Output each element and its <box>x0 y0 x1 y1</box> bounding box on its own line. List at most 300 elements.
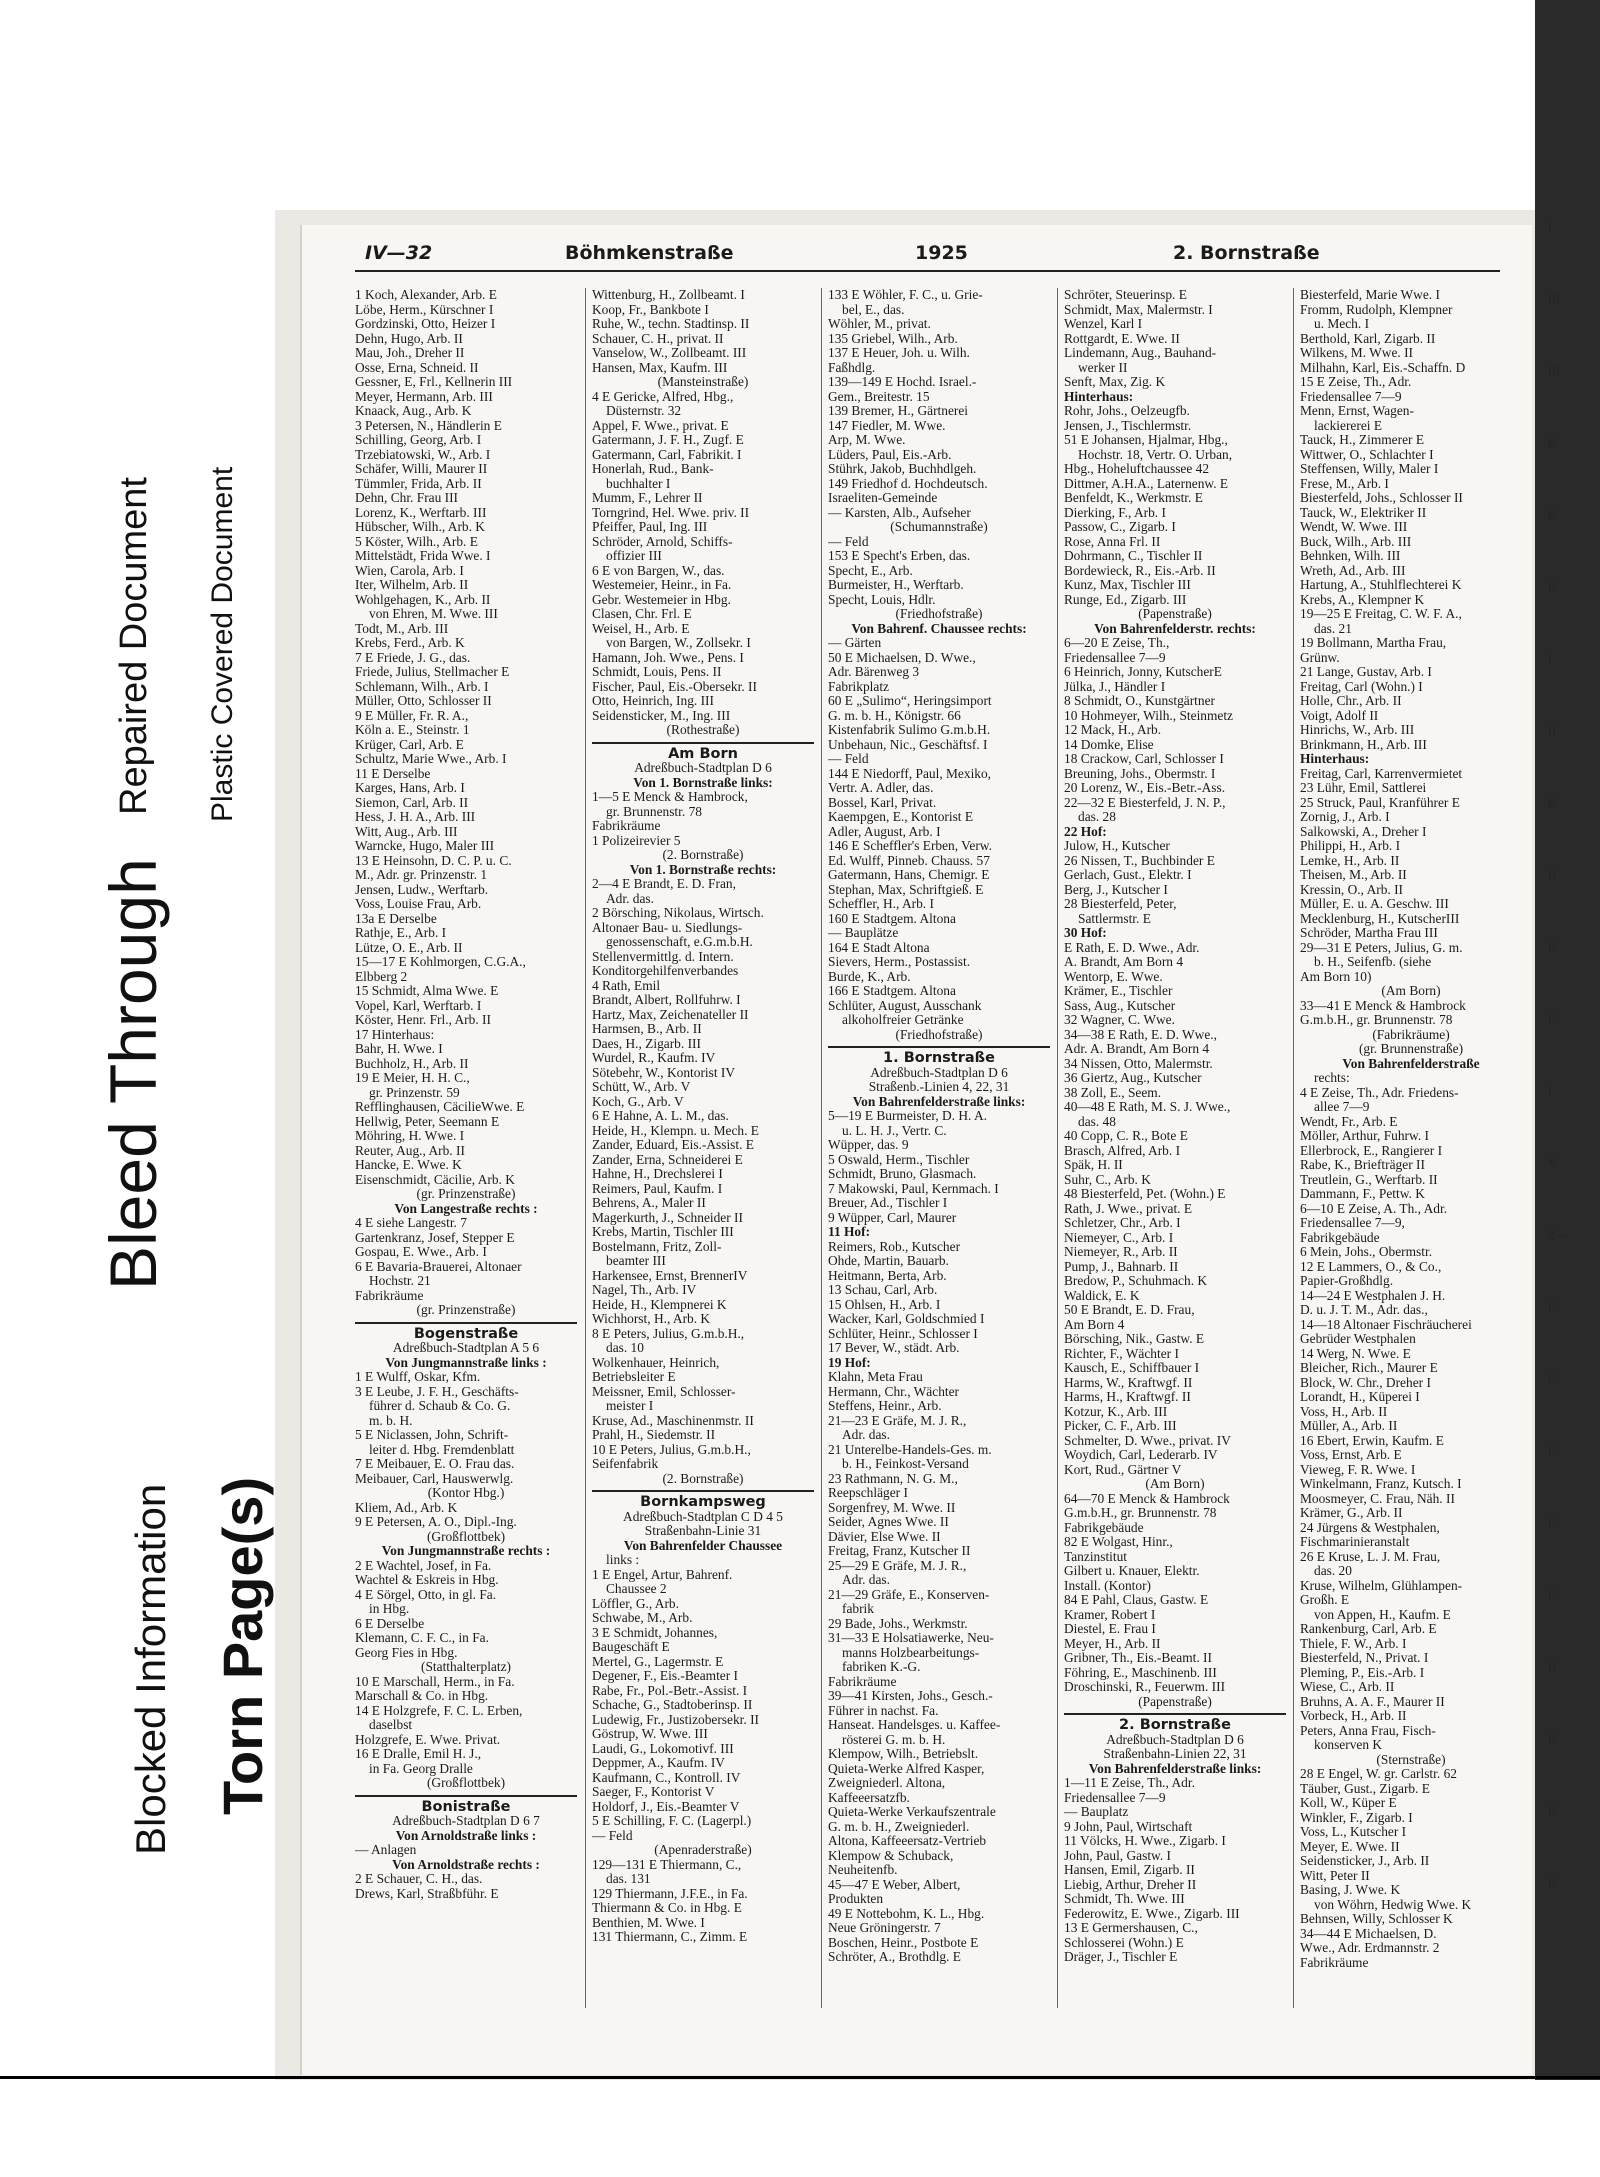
directory-entry: Schmidt, Bruno, Glasmach. <box>828 1167 977 1181</box>
edge-fragment: F <box>1548 1588 1555 1602</box>
directory-entry: werker II <box>1078 360 1128 375</box>
directory-entry: 14 E Holzgrefe, F. C. L. Erben, <box>355 1703 523 1718</box>
directory-entry: 34 Nissen, Otto, Malermstr. <box>1064 1056 1213 1071</box>
directory-entry: Install. (Kontor) <box>1064 1578 1152 1593</box>
directory-entry: Rathje, E., Arb. I <box>355 926 447 940</box>
directory-entry: Iter, Wilhelm, Arb. II <box>355 578 469 592</box>
directory-entry: Voss, H., Arb. II <box>1300 1404 1388 1419</box>
directory-entry: Niemeyer, C., Arb. I <box>1064 1230 1174 1245</box>
directory-entry: 11 Hof: <box>828 1225 871 1239</box>
directory-entry: Brasch, Alfred, Arb. I <box>1064 1143 1181 1158</box>
directory-entry: Drews, Karl, Straßbführ. E <box>355 1886 499 1901</box>
directory-entry: Fabrikgebäude <box>1300 1230 1380 1245</box>
directory-entry: Schmidt, Louis, Pens. II <box>592 665 722 679</box>
directory-entry: Fabrikräume <box>1300 1955 1369 1970</box>
directory-entry: Schlüter, August, Ausschank <box>828 998 982 1013</box>
directory-entry: b. H., Seifenfb. (siehe <box>1314 955 1432 969</box>
directory-entry: Refflinghausen, CäcilieWwe. E <box>355 1100 525 1114</box>
directory-entry: Niemeyer, R., Arb. II <box>1064 1245 1178 1259</box>
edge-fragment: III <box>1548 364 1560 378</box>
directory-entry: 21 Lange, Gustav, Arb. I <box>1300 665 1432 679</box>
directory-entry: Adr. Bärenweg 3 <box>828 665 920 679</box>
directory-entry: Benfeldt, K., Werkmstr. E <box>1064 491 1203 505</box>
directory-entry: Block, W. Chr., Dreher I <box>1300 1375 1431 1390</box>
directory-entry: 12 Mack, H., Arb. <box>1064 723 1162 737</box>
directory-entry: Clasen, Chr. Frl. E <box>592 607 692 621</box>
directory-entry: 1 E Wulff, Oskar, Kfm. <box>355 1370 481 1384</box>
directory-entry: u. Mech. I <box>1314 317 1370 331</box>
directory-entry: Israeliten-Gemeinde <box>828 491 938 505</box>
directory-entry: Müller, E. u. A. Geschw. III <box>1300 897 1449 911</box>
directory-entry: Holdorf, J., Eis.-Beamter V <box>592 1799 740 1814</box>
directory-entry: 4 E siehe Langestr. 7 <box>355 1216 467 1230</box>
directory-entry: Fabrikplatz <box>828 679 889 694</box>
directory-entry: 10 Hohmeyer, Wilh., Steinmetz <box>1064 708 1234 723</box>
directory-entry: Reimers, Paul, Kaufm. I <box>592 1181 723 1196</box>
directory-entry: Gessner, E, Frl., Kellnerin III <box>355 375 513 389</box>
directory-entry: Vanselow, W., Zollbeamt. III <box>592 346 747 360</box>
edge-fragment: E <box>1548 1804 1556 1818</box>
directory-entry: Von Bahrenfelderstraße <box>1342 1056 1480 1071</box>
directory-entry: Thiele, F. W., Arb. I <box>1300 1636 1407 1651</box>
directory-entry: Adreßbuch-Stadtplan A 5 6 <box>392 1341 540 1355</box>
directory-entry: 12 E Lammers, O., & Co., <box>1300 1259 1442 1274</box>
directory-entry: Runge, Ed., Zigarb. III <box>1064 592 1187 607</box>
directory-entry: Seifenfabrik <box>592 1457 659 1471</box>
directory-entry: Breuer, Ad., Tischler I <box>828 1196 948 1210</box>
directory-entry: Föhring, E., Maschinenb. III <box>1064 1665 1217 1680</box>
directory-entry: Von 1. Bornstraße links: <box>633 775 773 790</box>
directory-entry: Gilbert u. Knauer, Elektr. <box>1064 1564 1200 1578</box>
directory-entry: Gatermann, J. F. H., Zugf. E <box>592 433 744 447</box>
directory-entry: Theisen, M., Arb. II <box>1300 868 1407 882</box>
directory-entry: Buchholz, H., Arb. II <box>355 1056 469 1071</box>
directory-entry: Von 1. Bornstraße rechts: <box>629 862 777 877</box>
directory-entry: 14 Werg, N. Wwe. E <box>1300 1346 1411 1361</box>
directory-entry: in Fa. Georg Dralle <box>369 1761 473 1776</box>
directory-entry: das. 28 <box>1078 810 1116 824</box>
directory-entry: Eisenschmidt, Cäcilie, Arb. K <box>355 1172 515 1187</box>
directory-entry: Köln a. E., Steinstr. 1 <box>355 723 470 737</box>
directory-entry: 31—33 E Holsatiawerke, Neu- <box>828 1631 994 1645</box>
directory-entry: 2—4 E Brandt, E. D. Fran, <box>592 877 736 891</box>
directory-entry: 7 Makowski, Paul, Kernmach. I <box>828 1181 999 1196</box>
directory-entry: Reepschläger I <box>828 1486 908 1500</box>
directory-entry: Koop, Fr., Bankbote I <box>592 302 709 317</box>
directory-entry: Gatermann, Hans, Chemigr. E <box>828 868 990 882</box>
directory-entry: Seidensticker, J., Arb. II <box>1300 1854 1430 1868</box>
directory-column-5 <box>1300 288 1522 2008</box>
directory-entry: Schlüter, Heinr., Schlosser I <box>828 1326 978 1341</box>
directory-entry: (gr. Brunnenstraße) <box>1358 1042 1464 1056</box>
directory-entry: Faßhdlg. <box>828 360 876 375</box>
directory-entry: Saeger, F., Kontorist V <box>592 1785 715 1799</box>
directory-entry: Hanseat. Handelsges. u. Kaffee- <box>828 1718 1001 1732</box>
directory-entry: Winkler, F., Zigarb. I <box>1300 1810 1413 1825</box>
directory-entry: 34—38 E Rath, E. D. Wwe., <box>1064 1027 1217 1042</box>
directory-entry: meister I <box>606 1399 654 1413</box>
directory-entry: Hartung, A., Stuhlflechterei K <box>1300 578 1462 592</box>
directory-entry: Wendt, Fr., Arb. E <box>1300 1114 1398 1129</box>
edge-fragment: F <box>1548 1300 1555 1314</box>
directory-entry: Tauck, H., Zimmerer E <box>1300 433 1424 447</box>
directory-entry: 19 Bollmann, Martha Frau, <box>1300 636 1447 650</box>
directory-entry: Menn, Ernst, Wagen- <box>1300 404 1414 418</box>
directory-entry: Altona, Kaffeeersatz-Vertrieb <box>828 1834 987 1848</box>
directory-entry: Vieweg, F. R. Wwe. I <box>1300 1462 1416 1477</box>
directory-entry: 51 E Johansen, Hjalmar, Hbg., <box>1064 433 1228 447</box>
directory-entry: Von Jungmannstraße links : <box>385 1355 547 1370</box>
directory-entry: Marschall & Co. in Hbg. <box>355 1689 489 1703</box>
directory-entry: Rose, Anna Frl. II <box>1064 534 1161 549</box>
directory-entry: — Bauplatz <box>1064 1805 1129 1819</box>
directory-entry: (Papenstraße) <box>1138 607 1212 621</box>
directory-entry: Dävier, Else Wwe. II <box>828 1529 941 1544</box>
directory-entry: Wohlgehagen, K., Arb. II <box>355 592 491 607</box>
directory-entry: A. Brandt, Am Born 4 <box>1064 955 1184 969</box>
directory-entry: Wichhorst, H., Arb. K <box>592 1312 711 1326</box>
directory-entry: Schache, G., Stadtoberinsp. II <box>592 1698 753 1712</box>
directory-entry: (Friedhofstraße) <box>895 607 983 621</box>
directory-entry: Kunz, Max, Tischler III <box>1064 578 1191 592</box>
directory-entry: Köster, Henr. Frl., Arb. II <box>355 1013 491 1027</box>
directory-entry: Schütt, W., Arb. V <box>592 1080 691 1094</box>
directory-entry: Wöhler, M., privat. <box>828 317 931 331</box>
directory-entry: Gem., Breitestr. 15 <box>828 389 930 404</box>
directory-entry: John, Paul, Gastw. I <box>1064 1848 1171 1863</box>
directory-entry: 17 Hinterhaus: <box>355 1027 435 1042</box>
directory-entry: Ed. Wulff, Pinneb. Chauss. 57 <box>828 853 990 868</box>
directory-entry: Neuheitenfb. <box>828 1863 898 1877</box>
directory-entry: Wiese, C., Arb. II <box>1300 1680 1395 1694</box>
directory-entry: Bleicher, Rich., Maurer E <box>1300 1361 1438 1375</box>
directory-entry: Waldick, E. K <box>1064 1288 1140 1303</box>
directory-entry: 8 E Peters, Julius, G.m.b.H., <box>592 1326 745 1341</box>
directory-entry: Tümmler, Frida, Arb. II <box>355 476 482 491</box>
directory-entry: 16 E Dralle, Emil H. J., <box>355 1747 482 1761</box>
directory-entry: daselbst <box>369 1718 413 1732</box>
directory-column-4 <box>1064 288 1286 2008</box>
directory-entry: Witt, Aug., Arb. III <box>355 824 458 839</box>
column-rule <box>585 288 586 2008</box>
directory-entry: Frese, M., Arb. I <box>1300 476 1389 491</box>
directory-entry: konserven K <box>1314 1738 1383 1752</box>
directory-entry: Großh. E <box>1300 1593 1350 1607</box>
directory-entry: Ruhe, W., techn. Stadtinsp. II <box>592 317 750 331</box>
directory-entry: 38 Zoll, E., Seem. <box>1064 1085 1162 1100</box>
edge-fragment: F <box>1548 1516 1555 1530</box>
directory-entry: Fabrikräume <box>828 1674 897 1689</box>
directory-entry: Von Bahrenf. Chaussee rechts: <box>851 621 1027 636</box>
directory-entry: Trzebiatowski, W., Arb. I <box>355 447 491 462</box>
directory-entry: Tanzinstitut <box>1064 1549 1128 1564</box>
directory-entry: Dehn, Chr. Frau III <box>355 491 459 505</box>
edge-fragment: III <box>1548 292 1560 306</box>
directory-entry: Elbberg 2 <box>355 969 408 984</box>
directory-entry: fabriken K.-G. <box>842 1660 921 1674</box>
directory-entry: 3 E Leube, J. F. H., Geschäfts- <box>355 1384 519 1399</box>
directory-entry: 10 E Peters, Julius, G.m.b.H., <box>592 1442 751 1457</box>
directory-entry: Adreßbuch-Stadtplan D 6 <box>634 761 772 775</box>
directory-entry: beamter III <box>606 1254 666 1268</box>
directory-entry: — Feld <box>828 752 869 766</box>
edge-fragment: E <box>1548 580 1556 594</box>
directory-entry: buchhalter I <box>606 476 671 491</box>
directory-entry: Müller, Otto, Schlosser II <box>355 694 492 708</box>
directory-entry: Krebs, Ferd., Arb. K <box>355 636 465 650</box>
directory-entry: Siemon, Carl, Arb. II <box>355 795 469 810</box>
page-header <box>355 240 1500 272</box>
directory-entry: das. 20 <box>1314 1564 1352 1578</box>
directory-entry: Kliem, Ad., Arb. K <box>355 1500 458 1515</box>
directory-entry: Sötebehr, W., Kontorist IV <box>592 1065 736 1080</box>
directory-entry: manns Holzbearbeitungs- <box>842 1645 980 1660</box>
directory-entry: Diestel, E. Frau I <box>1064 1622 1156 1636</box>
directory-entry: Papier-Großhdlg. <box>1300 1274 1394 1288</box>
directory-entry: Heide, H., Klempn. u. Mech. E <box>592 1123 759 1138</box>
directory-entry: Von Arnoldstraße rechts : <box>392 1857 540 1872</box>
directory-entry: Philippi, H., Arb. I <box>1300 839 1401 853</box>
directory-entry: 30 Hof: <box>1064 926 1107 940</box>
directory-entry: Todt, M., Arb. III <box>355 621 449 636</box>
directory-entry: Straßenbahn-Linie 31 <box>644 1524 762 1538</box>
directory-entry: (Schumannstraße) <box>890 520 988 534</box>
directory-entry: Schwabe, M., Arb. <box>592 1611 693 1625</box>
directory-entry: 22 Hof: <box>1064 824 1107 839</box>
directory-entry: (Rothestraße) <box>666 723 740 737</box>
directory-entry: Adreßbuch-Stadtplan C D 4 5 <box>623 1509 783 1524</box>
directory-entry: Adr. A. Brandt, Am Born 4 <box>1064 1042 1210 1056</box>
directory-entry: allee 7—9 <box>1314 1100 1370 1114</box>
directory-entry: von Bargen, W., Zollsekr. I <box>606 636 751 650</box>
directory-entry: Prahl, H., Siedemstr. II <box>592 1428 716 1442</box>
directory-entry: Konditorgehilfenverbandes <box>592 964 739 978</box>
directory-entry: Biesterfeld, Marie Wwe. I <box>1300 288 1440 302</box>
column-rule <box>1293 288 1294 2008</box>
directory-entry: Schröder, Arnold, Schiffs- <box>592 534 733 549</box>
directory-entry: das. 48 <box>1078 1114 1116 1129</box>
directory-entry: (Sternstraße) <box>1376 1752 1446 1767</box>
street-right-title: 2. Bornstraße <box>1173 242 1320 264</box>
directory-entry: 34—44 E Michaelsen, D. <box>1300 1926 1437 1941</box>
directory-entry: Jülka, J., Händler I <box>1064 679 1166 694</box>
edge-fragment: K <box>1548 436 1557 450</box>
column-rule <box>821 288 822 2008</box>
directory-entry: Wurdel, R., Kaufm. IV <box>592 1051 716 1065</box>
directory-entry: Wreth, Ad., Arb. III <box>1300 563 1406 578</box>
directory-entry: 129—131 E Thiermann, C., <box>592 1857 742 1872</box>
directory-entry: Thiermann & Co. in Hbg. E <box>592 1901 742 1915</box>
directory-entry: Gatermann, Carl, Fabrikit. I <box>592 447 742 462</box>
directory-entry: 6 E Derselbe <box>355 1616 425 1631</box>
directory-entry: Seidensticker, M., Ing. III <box>592 708 731 723</box>
directory-entry: Schröder, Martha Frau III <box>1300 926 1438 940</box>
directory-entry: (Großflottbek) <box>426 1776 506 1790</box>
directory-entry: Schäfer, Willi, Maurer II <box>355 462 488 476</box>
directory-entry: G.m.b.H., gr. Brunnenstr. 78 <box>1064 1506 1217 1520</box>
directory-entry: Behnken, Wilh. III <box>1300 549 1401 563</box>
directory-entry: Treutlein, G., Werftarb. II <box>1300 1172 1438 1187</box>
directory-entry: (Statthalterplatz) <box>421 1660 511 1674</box>
directory-entry: 32 Wagner, C. Wwe. <box>1064 1013 1175 1027</box>
directory-entry: gr. Brunnenstr. 78 <box>606 804 702 819</box>
directory-entry: (Mansteinstraße) <box>657 375 749 389</box>
directory-entry: 1 Polizeirevier 5 <box>592 833 681 848</box>
directory-entry: Kaufmann, C., Kontroll. IV <box>592 1770 741 1785</box>
directory-entry: Mau, Joh., Dreher II <box>355 346 465 360</box>
directory-entry: Heitmann, Berta, Arb. <box>828 1268 947 1283</box>
directory-entry: Von Bahrenfelderstraße links: <box>1088 1761 1262 1776</box>
directory-entry: 17 Bever, W., städt. Arb. <box>828 1341 960 1355</box>
directory-entry: 5 E Niclassen, John, Schrift- <box>355 1428 509 1442</box>
directory-entry: Schmelter, D. Wwe., privat. IV <box>1064 1433 1231 1448</box>
directory-entry: G.m.b.H., gr. Brunnenstr. 78 <box>1300 1013 1453 1027</box>
directory-entry: 1 E Engel, Artur, Bahrenf. <box>592 1567 733 1582</box>
directory-entry: Straßenbahn-Linien 22, 31 <box>1103 1747 1247 1761</box>
directory-entry: Krämer, G., Arb. II <box>1300 1506 1403 1520</box>
torn-pages-label: Torn Page(s) <box>211 1476 274 1815</box>
directory-entry: Rabe, Fr., Pol.-Betr.-Assist. I <box>592 1683 748 1698</box>
directory-entry: das. 10 <box>606 1341 644 1355</box>
directory-entry: b. H., Feinkost-Versand <box>842 1457 969 1471</box>
directory-entry: 5—19 E Burmeister, D. H. A. <box>828 1109 988 1123</box>
directory-entry: in Hbg. <box>369 1602 410 1616</box>
edge-fragment: I <box>1548 220 1552 234</box>
directory-entry: Müller, A., Arb. II <box>1300 1419 1398 1433</box>
directory-entry: Betriebsleiter E <box>592 1370 676 1384</box>
street-section-title: Bornkampsweg <box>592 1490 814 1510</box>
directory-entry: Friedensallee 7—9 <box>1064 1790 1166 1805</box>
year: 1925 <box>915 242 968 264</box>
directory-entry: Senft, Max, Zig. K <box>1064 375 1166 389</box>
directory-entry: Sass, Aug., Kutscher <box>1064 998 1176 1013</box>
directory-entry: Hamann, Joh. Wwe., Pens. I <box>592 650 744 665</box>
directory-entry: Quieta-Werke Verkaufszentrale <box>828 1805 996 1819</box>
directory-entry: Vertr. A. Adler, das. <box>828 781 934 795</box>
directory-entry: Voigt, Adolf II <box>1300 708 1379 723</box>
directory-entry: Reuter, Aug., Arb. II <box>355 1143 465 1158</box>
directory-entry: 84 E Pahl, Claus, Gastw. E <box>1064 1593 1209 1607</box>
directory-entry: Harms, H., Kraftwgf. II <box>1064 1390 1191 1404</box>
directory-entry: 9 Wüpper, Carl, Maurer <box>828 1210 957 1225</box>
directory-entry: Degener, F., Eis.-Beamter I <box>592 1669 739 1683</box>
directory-entry: 49 E Nottebohm, K. L., Hbg. <box>828 1906 985 1921</box>
directory-entry: Friedensallee 7—9 <box>1300 389 1402 404</box>
directory-entry: Kort, Rud., Gärtner V <box>1064 1462 1182 1477</box>
directory-entry: 13a E Derselbe <box>355 911 437 926</box>
directory-entry: Führer in nachst. Fa. <box>828 1703 939 1718</box>
directory-entry: u. L. H. J., Vertr. C. <box>842 1123 947 1138</box>
directory-entry: Quieta-Werke Alfred Kasper, <box>828 1761 985 1776</box>
directory-entry: 137 E Heuer, Joh. u. Wilh. <box>828 346 970 360</box>
directory-entry: Klempow, Wilh., Betriebslt. <box>828 1747 979 1761</box>
directory-entry: (2. Bornstraße) <box>662 848 744 862</box>
directory-entry: Steffens, Heinr., Arb. <box>828 1399 942 1413</box>
directory-entry: Am Born 4 <box>1064 1317 1125 1332</box>
directory-entry: führer d. Schaub & Co. G. <box>369 1399 511 1413</box>
directory-entry: Voss, Louise Frau, Arb. <box>355 897 482 911</box>
directory-entry: 48 Biesterfeld, Pet. (Wohn.) E <box>1064 1187 1226 1201</box>
directory-entry: Gribner, Th., Eis.-Beamt. II <box>1064 1651 1212 1665</box>
directory-entry: 64—70 E Menck & Hambrock <box>1064 1491 1230 1506</box>
directory-entry: Göstrup, W. Wwe. III <box>592 1727 708 1741</box>
directory-entry: 36 Giertz, Aug., Kutscher <box>1064 1071 1202 1085</box>
street-left-title: Böhmkenstraße <box>565 242 734 264</box>
directory-entry: Stührk, Jakob, Buchhdlgeh. <box>828 462 977 476</box>
directory-entry: Friede, Julius, Stellmacher E <box>355 665 510 679</box>
directory-entry: Wachtel & Eskreis in Hbg. <box>355 1573 499 1587</box>
directory-entry: Fabrikgebäude <box>1064 1520 1144 1535</box>
directory-entry: Stephan, Max, Schriftgieß. E <box>828 882 984 897</box>
directory-entry: Kramer, Robert I <box>1064 1607 1156 1622</box>
directory-entry: links : <box>606 1553 640 1567</box>
directory-entry: — Anlagen <box>355 1843 417 1857</box>
street-section-title: Bogenstraße <box>355 1322 577 1342</box>
directory-entry: Fabrikräume <box>355 1288 424 1303</box>
directory-entry: Tauck, W., Elektriker II <box>1300 505 1427 520</box>
directory-entry: Holle, Chr., Arb. II <box>1300 694 1402 708</box>
directory-entry: Meyer, Hermann, Arb. III <box>355 389 493 404</box>
directory-entry: Freitag, Carl (Wohn.) I <box>1300 679 1423 694</box>
directory-entry: Arp, M. Wwe. <box>828 433 906 447</box>
directory-entry: Kaempgen, E., Kontorist E <box>828 810 974 824</box>
directory-entry: 6 Heinrich, Jonny, KutscherE <box>1064 665 1222 679</box>
directory-entry: Holzgrefe, E. Wwe. Privat. <box>355 1732 501 1747</box>
directory-entry: 129 Thiermann, J.F.E., in Fa. <box>592 1886 748 1901</box>
directory-entry: 40—48 E Rath, M. S. J. Wwe., <box>1064 1100 1231 1114</box>
directory-entry: Von Bahrenfelderstr. rechts: <box>1094 621 1256 636</box>
directory-entry: Gerlach, Gust., Elektr. I <box>1064 868 1192 882</box>
directory-entry: Löbe, Herm., Kürschner I <box>355 302 494 317</box>
directory-entry: Berg, J., Kutscher I <box>1064 882 1168 897</box>
directory-entry: Brandt, Albert, Rollfuhrw. I <box>592 993 741 1007</box>
directory-entry: Hahne, H., Drechslerei I <box>592 1167 723 1181</box>
directory-entry: Krebs, Martin, Tischler III <box>592 1225 734 1239</box>
directory-entry: Straßenb.-Linien 4, 22, 31 <box>868 1080 1010 1094</box>
directory-entry: 2 E Schauer, C. H., das. <box>355 1872 483 1886</box>
directory-entry: Schmidt, Max, Malermstr. I <box>1064 302 1213 317</box>
directory-entry: Jensen, J., Tischlermstr. <box>1064 418 1192 433</box>
directory-entry: Ohde, Martin, Bauarb. <box>828 1254 949 1268</box>
directory-entry: Breuning, Johs., Obermstr. I <box>1064 766 1216 781</box>
directory-entry: Woydich, Carl, Lederarb. IV <box>1064 1448 1218 1462</box>
directory-entry: Fischmarinieranstalt <box>1300 1535 1410 1549</box>
directory-entry: Milhahn, Karl, Eis.-Schaffn. D <box>1300 360 1466 375</box>
directory-entry: Bordewieck, R., Eis.-Arb. II <box>1064 563 1216 578</box>
edge-fragment: I <box>1548 1084 1552 1098</box>
directory-entry: Vorbeck, H., Arb. II <box>1300 1709 1407 1723</box>
directory-entry: (Kontor Hbg.) <box>427 1486 505 1500</box>
directory-entry: Lindemann, Aug., Bauhand- <box>1064 346 1217 360</box>
directory-entry: Schröter, Steuerinsp. E <box>1064 288 1187 302</box>
edge-fragment: E <box>1548 1732 1556 1746</box>
directory-entry: 15—17 E Kohlmorgen, C.G.A., <box>355 955 526 969</box>
directory-entry: Späk, H. II <box>1064 1158 1123 1172</box>
directory-entry: 60 E „Sulimo“, Heringsimport <box>828 694 992 708</box>
directory-entry: Wendt, W. Wwe. III <box>1300 520 1408 534</box>
directory-entry: Hansen, Max, Kaufm. III <box>592 360 728 375</box>
directory-entry: Börsching, Nik., Gastw. E <box>1064 1332 1205 1346</box>
directory-entry: Pleming, P., Eis.-Arb. I <box>1300 1665 1425 1680</box>
next-page-fragments <box>1548 220 1600 2080</box>
directory-entry: Grünw. <box>1300 650 1340 665</box>
directory-entry: Adler, August, Arb. I <box>828 824 941 839</box>
directory-entry: Julow, H., Kutscher <box>1064 839 1170 853</box>
directory-entry: Hinterhaus: <box>1064 389 1134 404</box>
directory-entry: Mittelstädt, Frida Wwe. I <box>355 549 491 563</box>
directory-entry: Von Langestraße rechts : <box>394 1201 538 1216</box>
directory-entry: offizier III <box>606 549 662 563</box>
